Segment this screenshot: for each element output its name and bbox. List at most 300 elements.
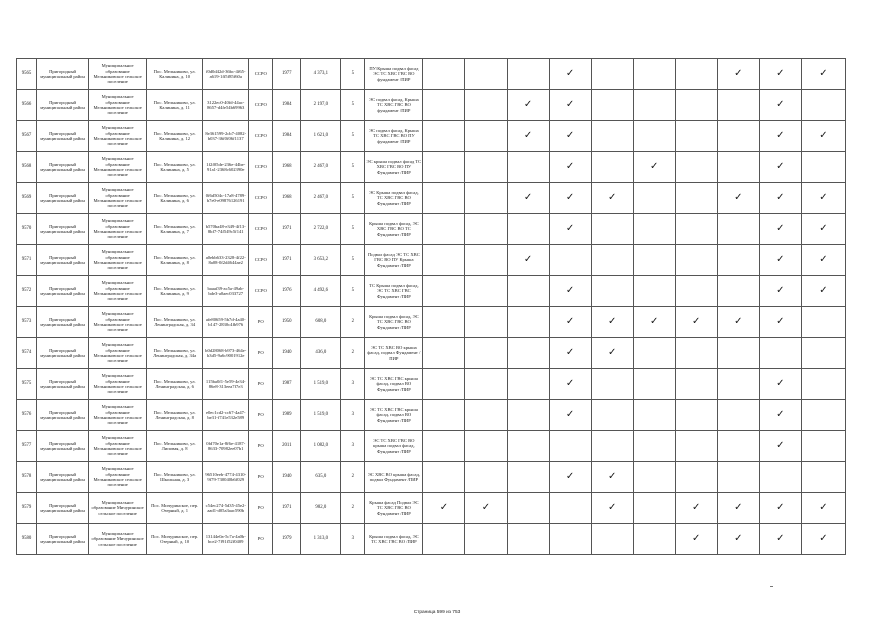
check-cell [801,338,845,369]
address-cell: Пос. Мельниково, ул. Калинина, д. 7 [147,214,203,245]
guid-cell: a0ebb633-2328-4f22-8a08-0f2d4644ae2 [203,245,249,276]
year-cell: 1940 [273,462,301,493]
check-cell [465,214,507,245]
check-cell [591,121,633,152]
check-cell [717,214,759,245]
count-cell: 3 [341,400,365,431]
check-cell: ✓ [759,400,801,431]
check-cell [675,276,717,307]
check-cell [423,431,465,462]
district-cell: Пригородный муниципальный район [37,152,89,183]
year-cell: 1984 [273,90,301,121]
works-cell: Крыша подвал фасад, ЭС ТС ХВС ГВС ВО Фундамент /ПИР [365,307,423,338]
type-cell: ССРО [249,59,273,90]
check-cell: ✓ [591,338,633,369]
address-cell: Пос. Мельниково, ул. Калинина, д. 11 [147,90,203,121]
check-cell [633,338,675,369]
check-cell [801,462,845,493]
check-cell [633,431,675,462]
check-cell: ✓ [759,245,801,276]
area-cell: 2 722,0 [301,214,341,245]
year-cell: 2011 [273,431,301,462]
district-cell: Пригородный муниципальный район [37,214,89,245]
table-row [17,369,846,400]
check-cell: ✓ [759,493,801,524]
check-cell [717,245,759,276]
municipality-cell: Муниципальное образование Мельниковское сельское поселение [89,121,147,152]
guid-cell: 13144e0a-5c7a-4a0b-bce2-7f91f52f0409 [203,524,249,555]
table-row [17,214,846,245]
check-cell [465,90,507,121]
guid-cell: e0ec1cd2-cc67-4a47-be31-f741e532e589 [203,400,249,431]
check-cell [801,307,845,338]
address-cell: Пос. Мельниково, ул. Липовая, д. 8 [147,431,203,462]
check-cell [507,276,549,307]
type-cell: ССРО [249,121,273,152]
works-cell: Крыша подвал фасад, ЭС ХВС ГВС ВО ТС Фундамент /ПИР [365,214,423,245]
area-cell: 3 653,2 [301,245,341,276]
works-cell: ЭС подвал фасад, Крыша ТС ХВС ГВС ВО ПУ фундамент /ПИР [365,121,423,152]
type-cell: РО [249,369,273,400]
check-cell [801,152,845,183]
year-cell: 1971 [273,493,301,524]
count-cell: 5 [341,152,365,183]
row-number: 9566 [17,90,37,121]
check-cell [465,338,507,369]
count-cell: 2 [341,462,365,493]
guid-cell: b0d28068-b973-464e-b3d5-9a6c9001912e [203,338,249,369]
check-cell [423,462,465,493]
check-cell [633,462,675,493]
check-cell: ✓ [759,276,801,307]
district-cell: Пригородный муниципальный район [37,183,89,214]
address-cell: Пос. Мельниково, ул. Ленинградская, д. 6 [147,369,203,400]
type-cell: РО [249,338,273,369]
check-cell [465,121,507,152]
count-cell: 3 [341,524,365,555]
type-cell: РО [249,307,273,338]
check-cell [507,369,549,400]
check-cell [549,493,591,524]
check-cell [507,400,549,431]
works-cell: ЭС Крыша подвал фасад, ТС ХВС ГВС ВО Фундамент /ПИР [365,183,423,214]
check-cell [675,431,717,462]
check-cell [507,462,549,493]
check-cell [465,369,507,400]
check-cell: ✓ [759,90,801,121]
guid-cell: c54ec274-5d35-45e2-aad1-d05a3aac590b [203,493,249,524]
count-cell: 3 [341,369,365,400]
municipality-cell: Муниципальное образование Мельниковское сельское поселение [89,183,147,214]
check-cell [507,338,549,369]
row-number: 9580 [17,524,37,555]
municipality-cell: Муниципальное образование Мельниковское сельское поселение [89,462,147,493]
row-number: 9568 [17,152,37,183]
district-cell: Пригородный муниципальный район [37,462,89,493]
area-cell: 608,0 [301,307,341,338]
year-cell: 1971 [273,245,301,276]
check-cell [675,183,717,214]
address-cell: Пос. Мичуринское, пер. Озерный, д. 10 [147,524,203,555]
check-cell [717,152,759,183]
district-cell: Пригородный муниципальный район [37,307,89,338]
check-cell [423,121,465,152]
row-number: 9572 [17,276,37,307]
table-row [17,183,846,214]
check-cell: ✓ [675,307,717,338]
address-cell: Пос. Мельниково, ул. Калинина, д. 9 [147,276,203,307]
type-cell: РО [249,493,273,524]
check-cell [507,59,549,90]
year-cell: 1989 [273,400,301,431]
row-number: 9569 [17,183,37,214]
municipality-cell: Муниципальное образование Мельниковское сельское поселение [89,152,147,183]
check-cell [591,276,633,307]
count-cell: 5 [341,245,365,276]
municipality-cell: Муниципальное образование Мельниковское сельское поселение [89,431,147,462]
municipality-cell: Муниципальное образование Мельниковское сельское поселение [89,59,147,90]
check-cell [591,524,633,555]
check-cell [423,152,465,183]
area-cell: 1 621,0 [301,121,341,152]
count-cell: 5 [341,121,365,152]
works-cell: ЭС ТС ХВС ВО крыша фасад, подвал Фундамент /ПИР [365,338,423,369]
municipality-cell: Муниципальное образование Мельниковское сельское поселение [89,307,147,338]
area-cell: 635,0 [301,462,341,493]
count-cell: 5 [341,59,365,90]
area-cell: 4 492,6 [301,276,341,307]
check-cell [675,121,717,152]
check-cell: ✓ [759,152,801,183]
check-cell [759,462,801,493]
table-row [17,524,846,555]
check-cell [675,90,717,121]
check-cell [675,338,717,369]
registry-table [16,58,846,555]
row-number: 9579 [17,493,37,524]
municipality-cell: Муниципальное образование Мельниковское сельское поселение [89,338,147,369]
check-cell: ✓ [801,276,845,307]
table-row [17,276,846,307]
table-row [17,90,846,121]
check-cell [717,276,759,307]
check-cell [465,59,507,90]
guid-cell: afe80659-5b7d-4a40-b147-2830c4fb976 [203,307,249,338]
check-cell [633,245,675,276]
check-cell [633,121,675,152]
district-cell: Пригородный муниципальный район [37,493,89,524]
check-cell [675,59,717,90]
row-number: 9577 [17,431,37,462]
area-cell: 982,0 [301,493,341,524]
check-cell [633,369,675,400]
check-cell [633,400,675,431]
check-cell: ✓ [549,369,591,400]
municipality-cell: Муниципальное образование Мичуринское сельское поселение [89,524,147,555]
guid-cell: 115ba0f1-5e59-4e34-86e8-313eea7f7e3 [203,369,249,400]
check-cell: ✓ [675,493,717,524]
count-cell: 5 [341,214,365,245]
municipality-cell: Муниципальное образование Мельниковское сельское поселение [89,245,147,276]
check-cell: ✓ [549,338,591,369]
check-cell: ✓ [801,493,845,524]
check-cell: ✓ [549,59,591,90]
row-number: 9574 [17,338,37,369]
check-cell: ✓ [549,276,591,307]
count-cell: 2 [341,307,365,338]
year-cell: 1950 [273,307,301,338]
district-cell: Пригородный муниципальный район [37,369,89,400]
row-number: 9570 [17,214,37,245]
check-cell [465,245,507,276]
district-cell: Пригородный муниципальный район [37,400,89,431]
check-cell: ✓ [549,121,591,152]
check-cell [423,338,465,369]
check-cell: ✓ [801,121,845,152]
type-cell: РО [249,431,273,462]
check-cell [423,400,465,431]
check-cell: ✓ [507,90,549,121]
district-cell: Пригородный муниципальный район [37,90,89,121]
works-cell: Подвал фасад ЭС ТС ХВС ГВС ВО ПУ Крыша Фундамент /ПИР [365,245,423,276]
check-cell: ✓ [591,493,633,524]
check-cell [591,152,633,183]
area-cell: 1 519,0 [301,400,341,431]
count-cell: 2 [341,338,365,369]
check-cell: ✓ [591,462,633,493]
check-cell: ✓ [717,524,759,555]
check-cell [633,59,675,90]
district-cell: Пригородный муниципальный район [37,121,89,152]
check-cell [507,524,549,555]
check-cell [591,214,633,245]
table-row [17,493,846,524]
guid-cell: 0fd70e1a-8f6e-4187-8633-70982ee07b1 [203,431,249,462]
type-cell: ССРО [249,183,273,214]
check-cell [591,431,633,462]
check-cell [633,214,675,245]
check-cell [717,400,759,431]
area-cell: 4 373,1 [301,59,341,90]
check-cell [423,245,465,276]
check-cell [423,369,465,400]
check-cell [465,276,507,307]
district-cell: Пригородный муниципальный район [37,245,89,276]
check-cell [423,59,465,90]
check-cell [507,493,549,524]
check-cell: ✓ [507,183,549,214]
guid-cell: 96510eeb-4774-4310-9f79-730040b6f029 [203,462,249,493]
district-cell: Пригородный муниципальный район [37,431,89,462]
table-row [17,245,846,276]
works-cell: ЭС подвал фасад, Крыша ТС ХВС ГВС ВО фундамент /ПИР [365,90,423,121]
municipality-cell: Муниципальное образование Мельниковское сельское поселение [89,400,147,431]
count-cell: 2 [341,493,365,524]
check-cell [465,462,507,493]
check-cell: ✓ [675,524,717,555]
check-cell [507,431,549,462]
guid-cell: 0f6d504c-17a8-4789-b7e0-e09876126191 [203,183,249,214]
check-cell [423,214,465,245]
check-cell: ✓ [465,493,507,524]
table-row [17,431,846,462]
works-cell: ЭС ТС ХВС ГВС ВО крыша подвал фасад, Фундамент /ПИР [365,431,423,462]
check-cell [423,183,465,214]
check-cell: ✓ [759,214,801,245]
check-cell [465,431,507,462]
check-cell [717,431,759,462]
row-number: 9571 [17,245,37,276]
guid-cell: 8e361599-2cb7-4082-b037-36f0f06f1137 [203,121,249,152]
check-cell: ✓ [549,152,591,183]
page-footer: Страница 599 из 753 [413,610,461,615]
works-cell: ЭС ТС ХВС ГВС крыша фасад, подвал ВО Фундамент /ПИР [365,369,423,400]
type-cell: РО [249,400,273,431]
check-cell [675,245,717,276]
check-cell [465,524,507,555]
check-cell [633,524,675,555]
area-cell: 1 519,0 [301,369,341,400]
check-cell [423,90,465,121]
type-cell: ССРО [249,90,273,121]
table-row [17,338,846,369]
count-cell: 5 [341,90,365,121]
check-cell: ✓ [759,59,801,90]
row-number: 9567 [17,121,37,152]
year-cell: 1979 [273,524,301,555]
check-cell [507,214,549,245]
works-cell: ЭС крыша подвал фасад ТС ХВС ГВС ВО ПУ Фундамент /ПИР [365,152,423,183]
check-cell [507,307,549,338]
check-cell: ✓ [759,183,801,214]
check-cell: ✓ [801,524,845,555]
check-cell: ✓ [633,307,675,338]
works-cell: Крыша фасад Подвал ЭС ТС ХВС ГВС ВО Фундамент /ПИР [365,493,423,524]
check-cell: ✓ [717,183,759,214]
check-cell [717,462,759,493]
check-cell: ✓ [801,183,845,214]
check-cell: ✓ [717,307,759,338]
count-cell: 5 [341,276,365,307]
check-cell [633,183,675,214]
check-cell: ✓ [633,152,675,183]
address-cell: Пос. Мельниково, ул. Ленинградская, д. 34 [147,307,203,338]
check-cell: ✓ [507,121,549,152]
check-cell [591,90,633,121]
year-cell: 1968 [273,152,301,183]
type-cell: ССРО [249,245,273,276]
check-cell [717,90,759,121]
check-cell [423,524,465,555]
page-mark [770,586,773,587]
works-cell: ПУ/Крыша подвал фасад ЭС ТС ХВС ГВС ВО фундамент /ПИР [365,59,423,90]
check-cell: ✓ [549,214,591,245]
count-cell: 3 [341,431,365,462]
check-cell [549,245,591,276]
check-cell: ✓ [591,183,633,214]
works-cell: ЭС ХВС ВО крыша фасад, подвал Фундамент /ПИР [365,462,423,493]
check-cell: ✓ [549,90,591,121]
check-cell: ✓ [549,307,591,338]
check-cell [675,462,717,493]
area-cell: 1 313,0 [301,524,341,555]
municipality-cell: Муниципальное образование Мельниковское сельское поселение [89,369,147,400]
area-cell: 436,0 [301,338,341,369]
address-cell: Пос. Мельниково, ул. Калинина, д. 6 [147,183,203,214]
address-cell: Пос. Мичуринское, пер. Озерный, д. 1 [147,493,203,524]
district-cell: Пригородный муниципальный район [37,59,89,90]
municipality-cell: Муниципальное образование Мельниковское сельское поселение [89,214,147,245]
check-cell: ✓ [801,214,845,245]
check-cell [465,400,507,431]
type-cell: ССРО [249,152,273,183]
district-cell: Пригородный муниципальный район [37,276,89,307]
check-cell [465,307,507,338]
row-number: 9575 [17,369,37,400]
check-cell [423,307,465,338]
check-cell [549,431,591,462]
municipality-cell: Муниципальное образование Мельниковское сельское поселение [89,276,147,307]
check-cell: ✓ [423,493,465,524]
check-cell: ✓ [801,59,845,90]
check-cell: ✓ [759,369,801,400]
district-cell: Пригородный муниципальный район [37,338,89,369]
check-cell [801,369,845,400]
year-cell: 1976 [273,276,301,307]
row-number: 9576 [17,400,37,431]
check-cell: ✓ [759,121,801,152]
year-cell: 1940 [273,338,301,369]
area-cell: 2 197,0 [301,90,341,121]
guid-cell: 3122ec0-40fd-44ac-8657-d4fe54b69963 [203,90,249,121]
type-cell: ССРО [249,276,273,307]
works-cell: ЭС ТС ХВС ГВС крыша фасад, подвал ВО Фундамент /ПИР [365,400,423,431]
year-cell: 1968 [273,183,301,214]
table-row [17,400,846,431]
check-cell [633,493,675,524]
type-cell: ССРО [249,214,273,245]
check-cell: ✓ [591,307,633,338]
check-cell [591,369,633,400]
count-cell: 5 [341,183,365,214]
table-row [17,307,846,338]
check-cell [801,400,845,431]
check-cell [675,214,717,245]
check-cell [507,152,549,183]
check-cell: ✓ [549,183,591,214]
address-cell: Пос. Мельниково, ул. Ленинградская, д. 34а [147,338,203,369]
check-cell [591,400,633,431]
check-cell [759,338,801,369]
municipality-cell: Муниципальное образование Мельниковское сельское поселение [89,90,147,121]
guid-cell: 1f2f05de-236e-44be-91a1-2368c602390e [203,152,249,183]
area-cell: 2 467,0 [301,152,341,183]
check-cell: ✓ [717,493,759,524]
area-cell: 2 467,0 [301,183,341,214]
check-cell: ✓ [759,307,801,338]
check-cell [717,121,759,152]
year-cell: 1977 [273,59,301,90]
check-cell: ✓ [801,245,845,276]
check-cell [465,183,507,214]
check-cell [591,245,633,276]
guid-cell: baaaf39-ac5a-49ab-bde3-a0aec033727 [203,276,249,307]
check-cell [675,400,717,431]
district-cell: Пригородный муниципальный район [37,524,89,555]
row-number: 9565 [17,59,37,90]
check-cell [675,369,717,400]
year-cell: 1987 [273,369,301,400]
